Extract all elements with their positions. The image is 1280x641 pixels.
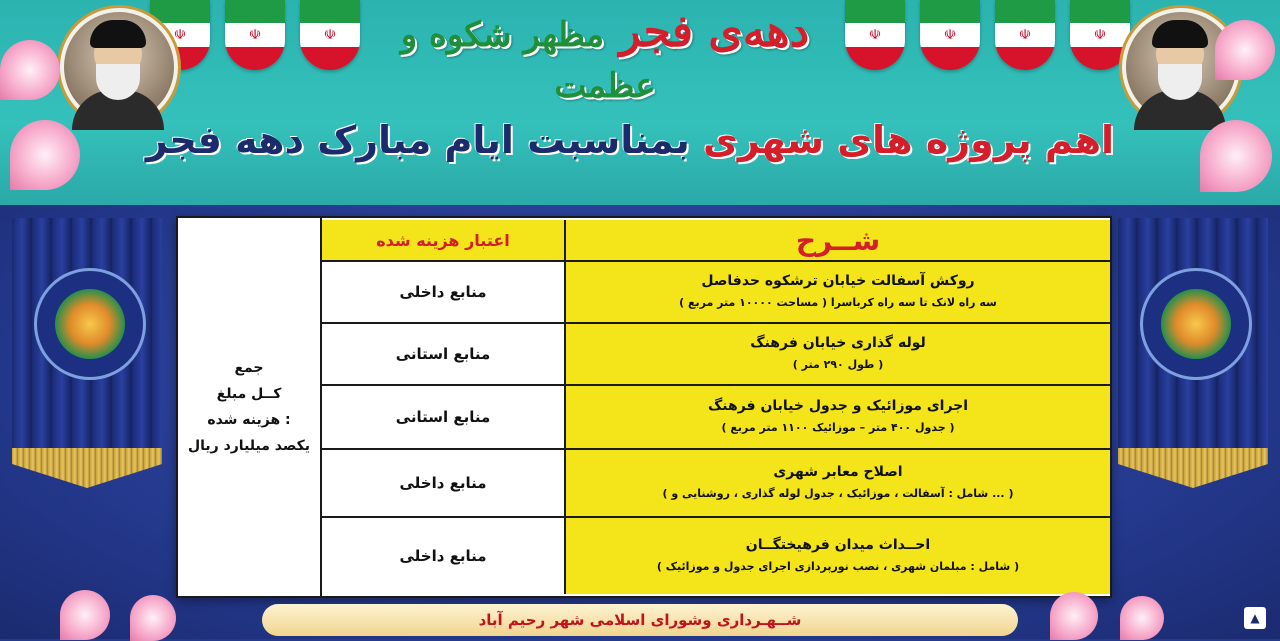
flower-decoration: [1120, 596, 1164, 640]
curtain-right: [1118, 218, 1268, 458]
portrait-left: [60, 8, 178, 126]
total-line: جمع: [234, 360, 264, 376]
row-fund: منابع استانی: [322, 324, 566, 384]
row-description: [566, 518, 1110, 594]
table-row: [322, 518, 1110, 594]
flag-icon: ☫: [845, 0, 905, 70]
row-detail: ( جدول ۴۰۰ متر – موزائیک ۱۱۰۰ متر مربع ): [721, 421, 955, 434]
municipality-emblem-icon: [1140, 268, 1252, 380]
flower-decoration: [1215, 20, 1275, 80]
row-fund: منابع داخلی: [322, 518, 566, 594]
row-title: احــداث میدان فرهیختگــان: [745, 537, 931, 553]
row-fund: منابع داخلی: [322, 262, 566, 322]
header-description: شــرح: [566, 220, 1110, 262]
flag-icon: ☫: [300, 0, 360, 70]
footer-credit: شــهـرداری وشورای اسلامی شهر رحیم آباد: [262, 604, 1018, 636]
table-row: [322, 450, 1110, 518]
row-detail: ( شامل : مبلمان شهری ، نصب نورپردازی اجرای جدول و موزائیک ): [656, 560, 1020, 573]
total-line: کــل مبلغ: [216, 386, 282, 402]
page-headline: [120, 118, 1140, 162]
row-description: [566, 262, 1110, 322]
header-fund: اعتبار هزینه شده: [322, 220, 566, 262]
table-row: [322, 324, 1110, 386]
festival-title: [370, 6, 840, 108]
flower-decoration: [10, 120, 80, 190]
row-description: [566, 450, 1110, 516]
flag-icon: ☫: [225, 0, 285, 70]
row-title: اجرای موزائیک و جدول خیابان فرهنگ: [707, 398, 969, 414]
flower-decoration: [130, 595, 176, 641]
row-detail: ( شامل : آسفالت ، موزائیک ، جدول لوله گذاری ، روشنایی و ... ): [662, 487, 1014, 500]
flag-icon: ☫: [995, 0, 1055, 70]
row-detail: سه راه لانک تا سه راه کرباسرا ( مساحت ۱۰۰۰۰ متر مربع ): [679, 296, 997, 309]
row-title: روکش آسفالت خیابان ترشکوه حدفاصل: [701, 273, 975, 289]
flower-decoration: [60, 590, 110, 640]
flower-decoration: [0, 40, 60, 100]
festival-title-main: دهه‌ی فجر: [619, 6, 810, 57]
total-amount-column: [178, 218, 322, 596]
row-description: [566, 324, 1110, 384]
flag-icon: ☫: [1070, 0, 1130, 70]
headline-navy: بمناسبت ایام مبارک دهه فجر: [145, 118, 690, 162]
flag-icon: ☫: [150, 0, 210, 70]
headline-red: اهم پروژه های شهری: [703, 118, 1115, 162]
table-row: [322, 386, 1110, 450]
projects-table: [176, 216, 1112, 598]
row-description: [566, 386, 1110, 448]
row-detail: ( طول ۲۹۰ متر ): [792, 358, 884, 371]
municipality-emblem-icon: [34, 268, 146, 380]
flower-decoration: [1200, 120, 1272, 192]
curtain-left: [12, 218, 162, 458]
publisher-logo-icon: ▲: [1244, 607, 1266, 629]
row-title: لوله گذاری خیابان فرهنگ: [750, 335, 926, 351]
row-title: اصلاح معابر شهری: [773, 464, 903, 480]
flower-decoration: [1050, 592, 1098, 640]
table-row: [322, 262, 1110, 324]
total-line: یکصد میلیارد ریال: [187, 438, 311, 454]
row-fund: منابع استانی: [322, 386, 566, 448]
festival-title-sub: مظهر شکوه و عظمت: [400, 15, 656, 106]
banner-top: [0, 0, 1280, 205]
flag-icon: ☫: [920, 0, 980, 70]
total-line: هزینه شده :: [207, 412, 291, 428]
row-fund: منابع داخلی: [322, 450, 566, 516]
